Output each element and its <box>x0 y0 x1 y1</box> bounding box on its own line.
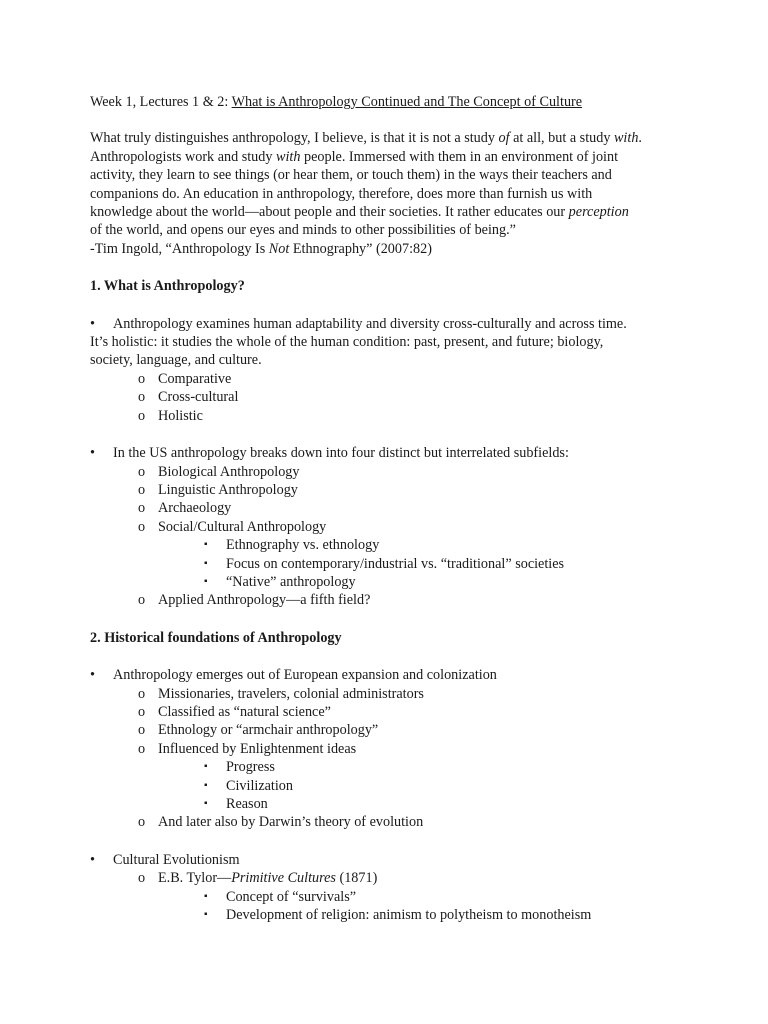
circle-bullet-icon: o <box>138 740 146 757</box>
list-text: And later also by Darwin’s theory of evolution <box>158 814 424 831</box>
list-text: Anthropology examines human adaptability and diversity cross-culturally and across time. <box>113 315 627 332</box>
square-bullet-icon: ▪ <box>204 890 208 902</box>
list-text: Civilization <box>226 777 293 794</box>
square-bullet-icon: ▪ <box>204 761 208 773</box>
list-text: Classified as “natural science” <box>158 703 331 720</box>
circle-bullet-icon: o <box>138 518 146 535</box>
list-continuation: society, language, and culture. <box>90 352 262 369</box>
sub-list-item <box>90 813 700 831</box>
bullet-icon: • <box>90 851 95 868</box>
list-text: Concept of “survivals” <box>226 888 357 905</box>
circle-bullet-icon: o <box>138 389 146 406</box>
circle-bullet-icon: o <box>138 814 146 831</box>
list-text: E.B. Tylor— <box>158 870 232 887</box>
list-text: Focus on contemporary/industrial vs. “traditional” societies <box>226 555 565 572</box>
sub-sub-list-item <box>90 536 700 554</box>
quote-emphasis: with <box>613 130 639 147</box>
section-2-bullet-1 <box>90 666 700 832</box>
quote-line: of the world, and opens our eyes and minds to other possibilities of being.” <box>90 222 516 239</box>
quote-attribution <box>90 240 700 258</box>
section-1-title: 1. What is Anthropology? <box>90 278 245 295</box>
sub-sub-list-item <box>90 758 700 776</box>
lecture-heading <box>90 93 700 111</box>
sub-sub-list-item <box>90 777 700 795</box>
list-text: Ethnography vs. ethnology <box>226 537 380 554</box>
list-text: Holistic <box>158 407 203 424</box>
list-text: Cross-cultural <box>158 389 239 406</box>
section-1-bullet-1 <box>90 315 700 425</box>
sub-sub-list-item <box>90 795 700 813</box>
epigraph-quote <box>90 129 700 258</box>
list-continuation: It’s holistic: it studies the whole of the human condition: past, present, and future; biology, <box>90 334 604 351</box>
sub-list-item <box>90 685 700 703</box>
list-text: Comparative <box>158 370 232 387</box>
lecture-title: What is Anthropology Continued and The Concept of Culture <box>231 94 583 110</box>
quote-text: people. Immersed with them in an environment of joint <box>300 148 619 165</box>
list-text: Archaeology <box>158 500 232 517</box>
square-bullet-icon: ▪ <box>204 539 208 551</box>
quote-emphasis: Not <box>268 240 290 257</box>
square-bullet-icon: ▪ <box>204 557 208 569</box>
quote-text: Ethnography” (2007:82) <box>289 240 432 257</box>
list-text: In the US anthropology breaks down into four distinct but interrelated subfields: <box>113 445 569 462</box>
sub-sub-list-item <box>90 555 700 573</box>
sub-sub-list-item <box>90 573 700 591</box>
circle-bullet-icon: o <box>138 703 146 720</box>
sub-list-item <box>90 463 700 481</box>
sub-list-item <box>90 740 700 758</box>
circle-bullet-icon: o <box>138 592 146 609</box>
quote-emphasis: of <box>498 130 510 147</box>
list-text: Anthropology emerges out of European expansion and colonization <box>113 667 497 684</box>
list-text: Linguistic Anthropology <box>158 481 298 498</box>
list-text: Progress <box>226 759 275 776</box>
circle-bullet-icon: o <box>138 463 146 480</box>
lecture-prefix: Week 1, Lectures 1 & 2: <box>90 94 229 110</box>
circle-bullet-icon: o <box>138 870 146 887</box>
bullet-icon: • <box>90 445 95 462</box>
list-text: Development of religion: animism to polytheism to monotheism <box>226 907 592 924</box>
section-1-bullet-2 <box>90 444 700 610</box>
list-text: Influenced by Enlightenment ideas <box>158 740 357 757</box>
quote-text: -Tim Ingold, “Anthropology Is <box>90 240 269 257</box>
bullet-icon: • <box>90 315 95 332</box>
sub-list-item <box>90 407 700 425</box>
section-2-bullet-2 <box>90 851 700 925</box>
circle-bullet-icon: o <box>138 685 146 702</box>
sub-sub-list-item <box>90 888 700 906</box>
list-item <box>90 315 700 333</box>
sub-list-item <box>90 591 700 609</box>
quote-text: Anthropologists work and study <box>90 148 277 165</box>
section-2-title: 2. Historical foundations of Anthropology <box>90 629 342 646</box>
list-item <box>90 444 700 462</box>
square-bullet-icon: ▪ <box>204 779 208 791</box>
circle-bullet-icon: o <box>138 481 146 498</box>
list-text: “Native” anthropology <box>226 573 356 590</box>
list-text: (1871) <box>335 870 378 887</box>
list-text: Ethnology or “armchair anthropology” <box>158 722 379 739</box>
quote-emphasis: with <box>276 148 301 165</box>
sub-list-item <box>90 370 700 388</box>
quote-text: knowledge about the world—about people and their societies. It rather educates our <box>90 204 569 221</box>
sub-list-item <box>90 703 700 721</box>
sub-sub-list-item <box>90 906 700 924</box>
quote-text: . <box>638 130 642 147</box>
quote-line: activity, they learn to see things (or hear them, or touch them) in the ways their teachers and <box>90 167 612 184</box>
sub-list-item <box>90 388 700 406</box>
quote-line <box>90 203 700 221</box>
sub-list-item <box>90 499 700 517</box>
list-item <box>90 666 700 684</box>
quote-line <box>90 129 700 147</box>
sub-list-item <box>90 869 700 887</box>
quote-emphasis: perception <box>568 204 629 221</box>
quote-text: at all, but a study <box>509 130 614 147</box>
bullet-icon: • <box>90 667 95 684</box>
square-bullet-icon: ▪ <box>204 798 208 809</box>
list-text: Applied Anthropology—a fifth field? <box>158 592 371 609</box>
list-text: Cultural Evolutionism <box>113 851 240 868</box>
list-text: Biological Anthropology <box>158 463 300 480</box>
list-item <box>90 851 700 869</box>
quote-line <box>90 148 700 166</box>
square-bullet-icon: ▪ <box>204 909 208 921</box>
document-body <box>90 93 700 924</box>
square-bullet-icon: ▪ <box>204 575 208 587</box>
circle-bullet-icon: o <box>138 407 146 424</box>
list-text: Social/Cultural Anthropology <box>158 518 327 535</box>
list-text: Missionaries, travelers, colonial administrators <box>158 685 424 702</box>
quote-line: companions do. An education in anthropology, therefore, does more than furnish us with <box>90 185 593 202</box>
book-title: Primitive Cultures <box>231 870 336 887</box>
list-text: Reason <box>226 796 268 812</box>
quote-text: What truly distinguishes anthropology, I believe, is that it is not a study <box>90 130 499 147</box>
sub-list-item <box>90 481 700 499</box>
circle-bullet-icon: o <box>138 370 146 387</box>
sub-list-item <box>90 518 700 536</box>
sub-list-item <box>90 721 700 739</box>
circle-bullet-icon: o <box>138 500 146 517</box>
circle-bullet-icon: o <box>138 722 146 739</box>
